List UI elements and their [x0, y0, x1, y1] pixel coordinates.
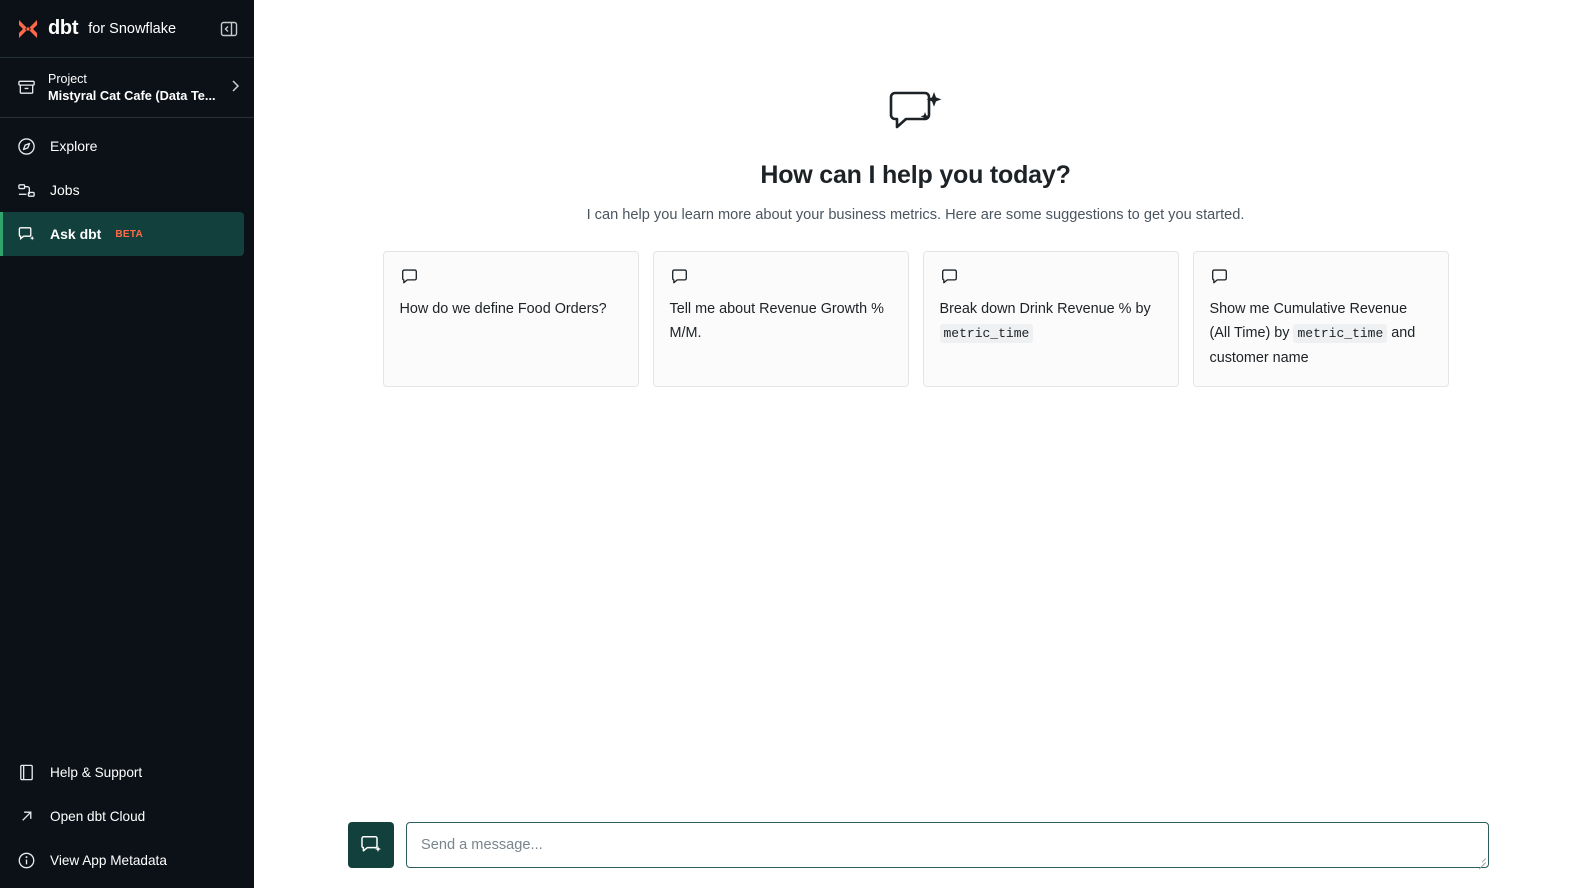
sidebar-item-label: Explore	[50, 138, 98, 154]
suggestion-text-2: Tell me about Revenue Growth % M/M.	[669, 301, 884, 341]
chat-sparkle-icon	[887, 88, 945, 147]
sidebar-item-jobs[interactable]	[0, 168, 254, 212]
chat-bubble-icon	[1210, 266, 1230, 286]
suggestion-list	[363, 251, 1469, 387]
jobs-icon	[16, 180, 36, 200]
metric-token: metric_time	[1293, 324, 1387, 343]
suggestion-text-3: Break down Drink Revenue % by metric_time	[939, 301, 1151, 341]
archive-icon	[16, 78, 36, 98]
message-input[interactable]	[421, 837, 1474, 853]
sidebar-footer	[0, 750, 254, 888]
suggestion-card-1[interactable]	[383, 251, 639, 387]
ask-dbt-icon	[16, 224, 36, 244]
info-icon	[16, 850, 36, 870]
new-chat-icon	[359, 833, 383, 857]
main-content	[254, 0, 1577, 888]
external-link-icon	[16, 806, 36, 826]
project-label: Project	[48, 72, 87, 86]
suggestion-card-4[interactable]	[1193, 251, 1449, 387]
chat-bubble-icon	[400, 266, 420, 286]
metric-token: metric_time	[940, 324, 1034, 343]
sidebar-item-help-support[interactable]	[0, 750, 254, 794]
sidebar-item-label: Open dbt Cloud	[50, 808, 146, 824]
brand	[16, 17, 176, 41]
project-text	[48, 71, 219, 104]
sidebar-item-open-dbt-cloud[interactable]	[0, 794, 254, 838]
brand-suffix: for Snowflake	[88, 20, 177, 37]
dbt-logo-icon	[16, 17, 40, 41]
sidebar-item-label: Ask dbt	[50, 226, 102, 242]
chat-bubble-icon	[940, 266, 960, 286]
panel-collapse-icon[interactable]	[218, 18, 240, 40]
suggestion-text-1: How do we define Food Orders?	[399, 301, 607, 317]
sidebar-item-view-app-metadata[interactable]	[0, 838, 254, 882]
sidebar-item-explore[interactable]	[0, 124, 254, 168]
sidebar-item-ask-dbt[interactable]	[0, 212, 244, 256]
book-icon	[16, 762, 36, 782]
sidebar	[0, 0, 254, 888]
page-subtitle: I can help you learn more about your business metrics. Here are some suggestions to get you started.	[586, 207, 1245, 223]
sidebar-nav	[0, 118, 254, 256]
message-composer	[254, 822, 1577, 868]
resize-handle[interactable]	[1476, 855, 1486, 865]
sidebar-header	[0, 0, 254, 57]
suggestion-card-2[interactable]	[653, 251, 909, 387]
sidebar-item-label: Help & Support	[50, 764, 143, 780]
message-input-box[interactable]	[406, 822, 1489, 868]
suggestion-text-4: Show me Cumulative Revenue (All Time) by metric_time and customer name	[1209, 301, 1416, 366]
brand-name: dbt	[48, 17, 79, 39]
project-selector[interactable]	[0, 58, 254, 117]
page-title: How can I help you today?	[760, 161, 1071, 189]
chevron-right-icon	[231, 79, 240, 96]
sidebar-item-label: View App Metadata	[50, 852, 167, 868]
compass-icon	[16, 136, 36, 156]
sidebar-item-label: Jobs	[50, 182, 80, 198]
new-chat-button[interactable]	[348, 822, 394, 868]
hero	[254, 0, 1577, 387]
chat-bubble-icon	[670, 266, 690, 286]
project-name: Mistyral Cat Cafe (Data Te...	[48, 88, 216, 103]
suggestion-card-3[interactable]	[923, 251, 1179, 387]
beta-badge: BETA	[115, 228, 144, 240]
